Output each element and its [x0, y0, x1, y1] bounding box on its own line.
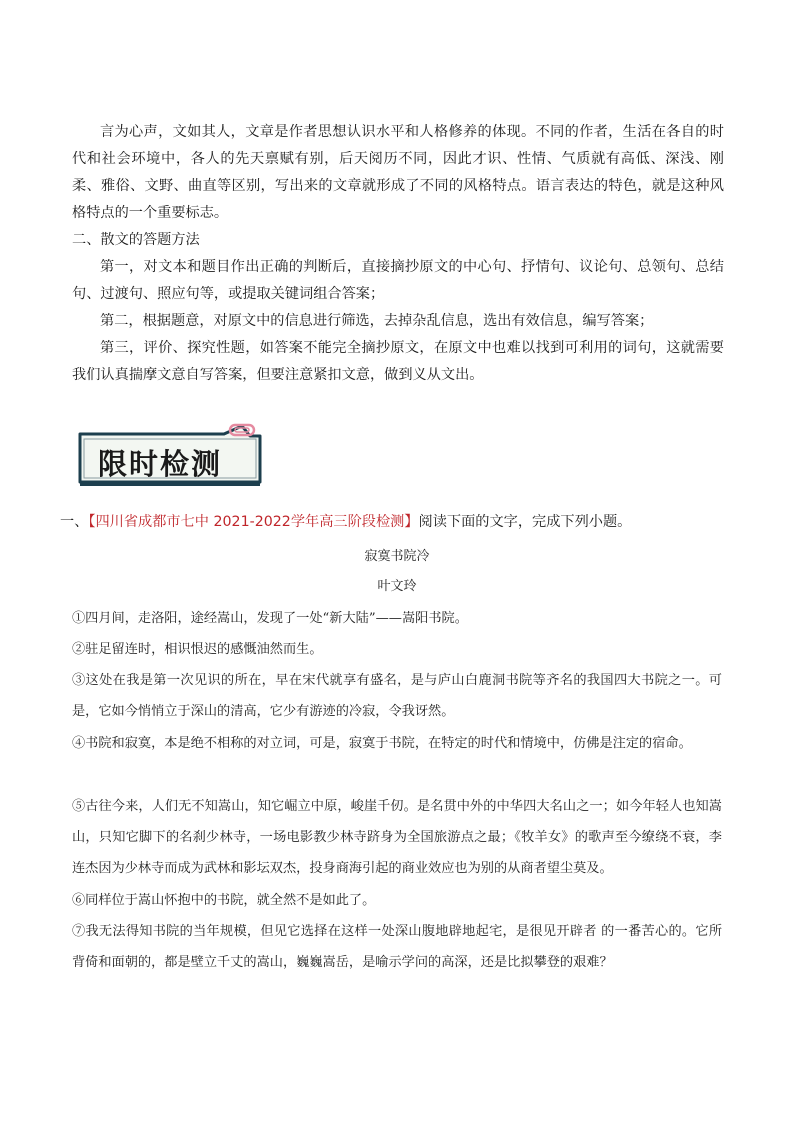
article-paragraph-1: ①四月间，走洛阳，途经嵩山，发现了一处“新大陆”——嵩阳书院。 — [72, 611, 468, 626]
article-paragraph-7: ⑦我无法得知书院的当年规模，但见它选择在这样一处深山腹地辟地起宅，是很见开辟者 的一番苦心的。它所背倚和面朝的，都是壁立千丈的嵩山，巍巍嵩岳，是喻示学问的高深，还是比拟攀登的艰难？ — [72, 924, 722, 970]
article-author: 叶文玲 — [377, 579, 417, 594]
banner-title: 限时检测 — [98, 447, 223, 481]
question-prefix: 一、 — [60, 514, 89, 530]
question-source: 【四川省成都市七中 2021-2022学年高三阶段检测】 — [88, 514, 419, 530]
method-3: 第三，评价、探究性题，如答案不能完全摘抄原文，在原文中也难以找到可利用的词句，这就需要我们认真揣摩文意自写答案，但要注意紧扣文意，做到义从文出。 — [72, 340, 724, 383]
paperclip-icon — [228, 421, 258, 441]
section-heading: 二、散文的答题方法 — [72, 232, 200, 248]
article-paragraph-3: ③这处在我是第一次见识的所在，早在宋代就享有盛名，是与庐山白鹿洞书院等齐名的我国四大书院之一。可是，它如今悄悄立于深山的清高，它少有游迹的冷寂，令我讶然。 — [72, 673, 722, 719]
article-paragraph-4: ④书院和寂寞，本是绝不相称的对立词，可是，寂寞于书院，在特定的时代和情境中，仿佛是注定的宿命。 — [72, 736, 692, 751]
article-paragraph-2: ②驻足留连时，相识恨迟的感慨油然而生。 — [72, 642, 323, 657]
intro-paragraph: 言为心声，文如其人，文章是作者思想认识水平和人格修养的体现。不同的作者，生活在各自的时代和社会环境中，各人的先天禀赋有别，后天阅历不同，因此才识、性情、气质就有高低、深浅、刚柔、雅俗、文野、曲直等区别，写出来的文章就形成了不同的风格特点。语言表达的特色，就是这种风格特点的一个重要标志。 — [72, 124, 724, 221]
method-2: 第二，根据题意，对原文中的信息进行筛选，去掉杂乱信息，选出有效信息，编写答案； — [100, 313, 654, 329]
article-title: 寂寞书院冷 — [364, 549, 430, 564]
article-paragraph-5: ⑤古往今来，人们无不知嵩山，知它崛立中原，峻崖千仞。是名贯中外的中华四大名山之一；如今年轻人也知嵩山，只知它脚下的名刹少林寺，一场电影教少林寺跻身为全国旅游点之最；《牧羊女》的歌声至今缭绕不衰，李连杰因为少林寺而成为武林和影坛双杰，投身商海引起的商业效应也为别的从商者望尘莫及。 — [72, 799, 722, 876]
question-header — [60, 511, 631, 531]
article-paragraph-6: ⑥同样位于嵩山怀抱中的书院，就全然不是如此了。 — [72, 893, 376, 908]
question-instruction: 阅读下面的文字，完成下列小题。 — [418, 514, 632, 530]
method-1: 第一，对文本和题目作出正确的判断后，直接摘抄原文的中心句、抒情句、议论句、总领句、总结句、过渡句、照应句等，或提取关键词组合答案； — [72, 259, 724, 302]
